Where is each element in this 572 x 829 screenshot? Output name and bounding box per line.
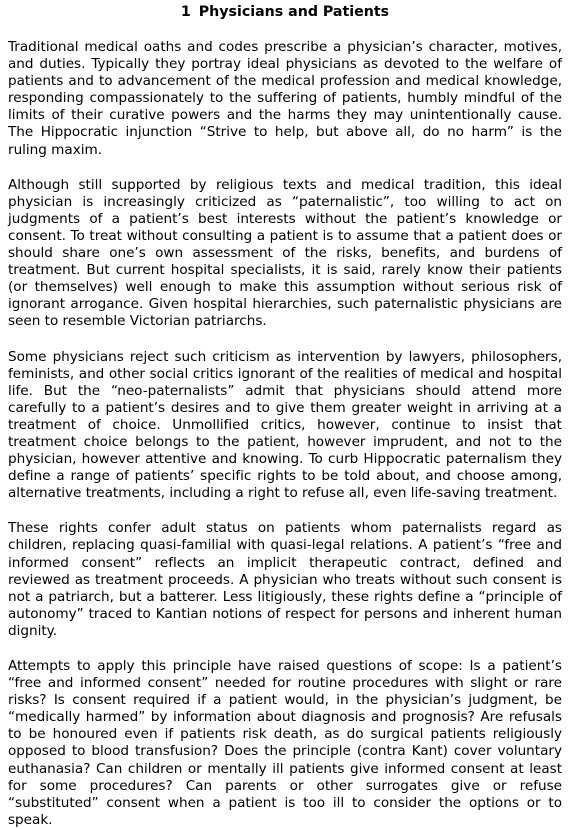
paragraph-5: Attempts to apply this principle have raised questions of scope: Is a patient’s “free and informed consent” needed for routine procedures with slight or rare risks? Is consent required if a patient would, in the physician’s judgment, be “medically harmed” by information about diagnosis and prognosis? Are refusals to be honoured even if patients risk death, as do surgical patients religiously opposed to blood transfusion? Does the principle (contra Kant) cover voluntary euthanasia? Can children or mentally ill patients give informed consent at least for some procedures? Can parents or other surrogates give or refuse “substituted” consent when a patient is too ill to consider the options or to speak. (8, 658, 562, 828)
section-title: Physicians and Patients (198, 4, 390, 20)
section-number: 1 (180, 4, 191, 20)
document-page (8, 0, 562, 829)
paragraph-4: These rights confer adult status on patients whom paternalists regard as children, replacing quasi-familial with quasi-legal relations. A patient’s “free and informed consent” reflects an implicit therapeutic contract, defined and reviewed as treatment proceeds. A physician who treats without such consent is not a patriarch, but a batterer. Less litigiously, these rights define a “principle of autonomy” traced to Kantian notions of respect for persons and inherent human dignity. (8, 520, 562, 639)
paragraph-1: Traditional medical oaths and codes prescribe a physician’s character, motives, and duties. Typically they portray ideal physicians as devoted to the welfare of patients and to advancement of the medical profession and medical knowledge, responding compassionately to the suffering of patients, humbly mindful of the limits of their curative powers and the harms they may unintentionally cause. The Hippocratic injunction “Strive to help, but above all, do no harm” is the ruling maxim. (8, 39, 562, 158)
section-heading (8, 4, 562, 21)
paragraph-2: Although still supported by religious texts and medical tradition, this ideal physician is increasingly criticized as “paternalistic”, too willing to act on judgments of a patient’s best interests without the patient’s knowledge or consent. To treat without consulting a patient is to assume that a patient does or should share one’s own assessment of the risks, benefits, and burdens of treatment. But current hospital specialists, it is said, rarely know their patients (or themselves) well enough to make this assumption without serious risk of ignorant arrogance. Given hospital hierarchies, such paternalistic physicians are seen to resemble Victorian patriarchs. (8, 176, 562, 330)
paragraph-3: Some physicians reject such criticism as intervention by lawyers, philosophers, feminists, and other social critics ignorant of the realities of medical and hospital life. But the “neo-paternalists” admit that physicians should attend more carefully to a patient’s desires and to give them greater weight in arriving at a treatment of choice. Unmollified critics, however, continue to insist that treatment choice belongs to the patient, however imprudent, and not to the physician, however attentive and knowing. To curb Hippocratic paternalism they define a range of patients’ specific rights to be told about, and choose among, alternative treatments, including a right to refuse all, even life-saving treatment. (8, 348, 562, 502)
